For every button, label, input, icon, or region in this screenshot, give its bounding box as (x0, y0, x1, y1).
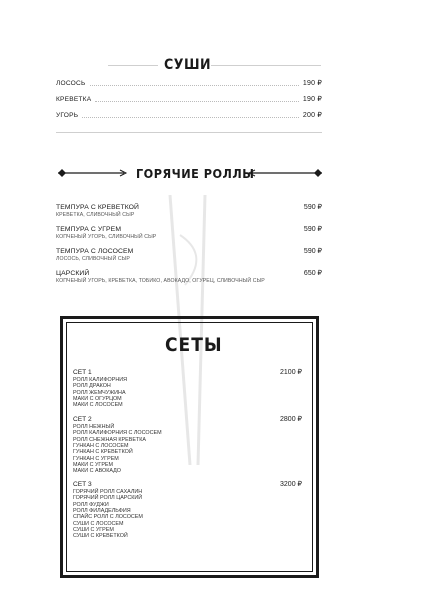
set-name: СЕТ 3 (73, 481, 92, 488)
set-item: ГУНКАН С УГРЕМ (73, 455, 119, 462)
item-description: КРЕВЕТКА, СЛИВОЧНЫЙ СЫР (56, 212, 135, 218)
set-price: 3200 ₽ (280, 481, 302, 488)
set-item: МАКИ С УГРЕМ (73, 462, 114, 469)
ornament-right-icon (247, 168, 322, 178)
item-name: ТЕМПУРА С КРЕВЕТКОЙ (56, 204, 140, 211)
ornament-left-icon (58, 168, 128, 178)
hot-rolls-title: ГОРЯЧИЕ РОЛЛЫ (136, 166, 255, 181)
item-price: 590 ₽ (303, 204, 322, 211)
set-item: РОЛЛ ФУДЖИ (73, 501, 109, 508)
item-name: УГОРЬ (56, 112, 79, 119)
set-name: СЕТ 1 (73, 369, 92, 376)
set-item: РОЛЛ ДРАКОН (73, 383, 111, 390)
set-item: ГОРЯЧИЙ РОЛЛ ЦАРСКИЙ (73, 495, 143, 502)
set-item: ГУНКАН С ЛОСОСЕМ (73, 443, 129, 450)
item-price: 650 ₽ (303, 270, 322, 277)
item-name: ЛОСОСЬ (56, 80, 86, 87)
item-description: КОПЧЕНЫЙ УГОРЬ, КРЕВЕТКА, ТОБИКО, АВОКАДО, ОГУРЕЦ, СЛИВОЧНЫЙ СЫР (56, 278, 265, 284)
set-item: СУШИ С УГРЕМ (73, 527, 114, 534)
sushi-title: СУШИ (164, 57, 212, 73)
set-item: СУШИ С ЛОСОСЕМ (73, 520, 124, 527)
set-item: СУШИ С КРЕВЕТКОЙ (73, 533, 128, 540)
dot-leader (82, 116, 299, 118)
divider (56, 132, 322, 133)
menu-item (56, 112, 322, 120)
item-price: 200 ₽ (302, 112, 322, 119)
dot-leader (90, 84, 299, 86)
set-contents (73, 424, 162, 475)
set-item: ГОРЯЧИЙ РОЛЛ САХАЛИН (73, 489, 143, 495)
item-description: ЛОСОСЬ, СЛИВОЧНЫЙ СЫР (56, 256, 130, 262)
set-item: ГУНКАН С КРЕВЕТКОЙ (73, 449, 133, 456)
set-item: РОЛЛ КАЛИФОРНИЯ С ЛОСОСЕМ (73, 430, 162, 437)
item-price: 590 ₽ (303, 226, 322, 233)
menu-item (56, 96, 322, 104)
set-item: СПАЙС РОЛЛ С ЛОСОСЕМ (73, 514, 143, 521)
set-item: РОЛЛ НЕЖНЫЙ (73, 424, 115, 430)
divider (108, 65, 158, 66)
menu-item (56, 80, 322, 88)
dot-leader (95, 100, 299, 102)
set-price: 2800 ₽ (280, 416, 302, 423)
item-name: ТЕМПУРА С ЛОСОСЕМ (56, 248, 134, 255)
set-item: РОЛЛ ФИЛАДЕЛЬФИЯ (73, 508, 131, 515)
item-name: КРЕВЕТКА (56, 96, 92, 103)
item-description: КОПЧЕНЫЙ УГОРЬ, СЛИВОЧНЫЙ СЫР (56, 234, 157, 240)
set-item: МАКИ С ОГУРЦОМ (73, 396, 122, 403)
set-price: 2100 ₽ (280, 369, 302, 376)
item-name: ТЕМПУРА С УГРЕМ (56, 226, 122, 233)
set-item: МАКИ С ЛОСОСЕМ (73, 402, 123, 409)
item-price: 190 ₽ (302, 80, 322, 87)
sets-title: СЕТЫ (165, 334, 223, 356)
item-price: 190 ₽ (302, 96, 322, 103)
set-contents (73, 489, 143, 540)
set-name: СЕТ 2 (73, 416, 92, 423)
item-price: 590 ₽ (303, 248, 322, 255)
divider (211, 65, 321, 66)
set-item: МАКИ С АВОКАДО (73, 468, 121, 475)
set-item: РОЛЛ ЖЕМЧУЖИНА (73, 389, 126, 396)
set-item: РОЛЛ КАЛИФОРНИЯ (73, 377, 127, 383)
set-item: РОЛЛ СНЕЖНАЯ КРЕВЕТКА (73, 436, 146, 443)
item-name: ЦАРСКИЙ (56, 270, 90, 277)
set-contents (73, 377, 127, 409)
